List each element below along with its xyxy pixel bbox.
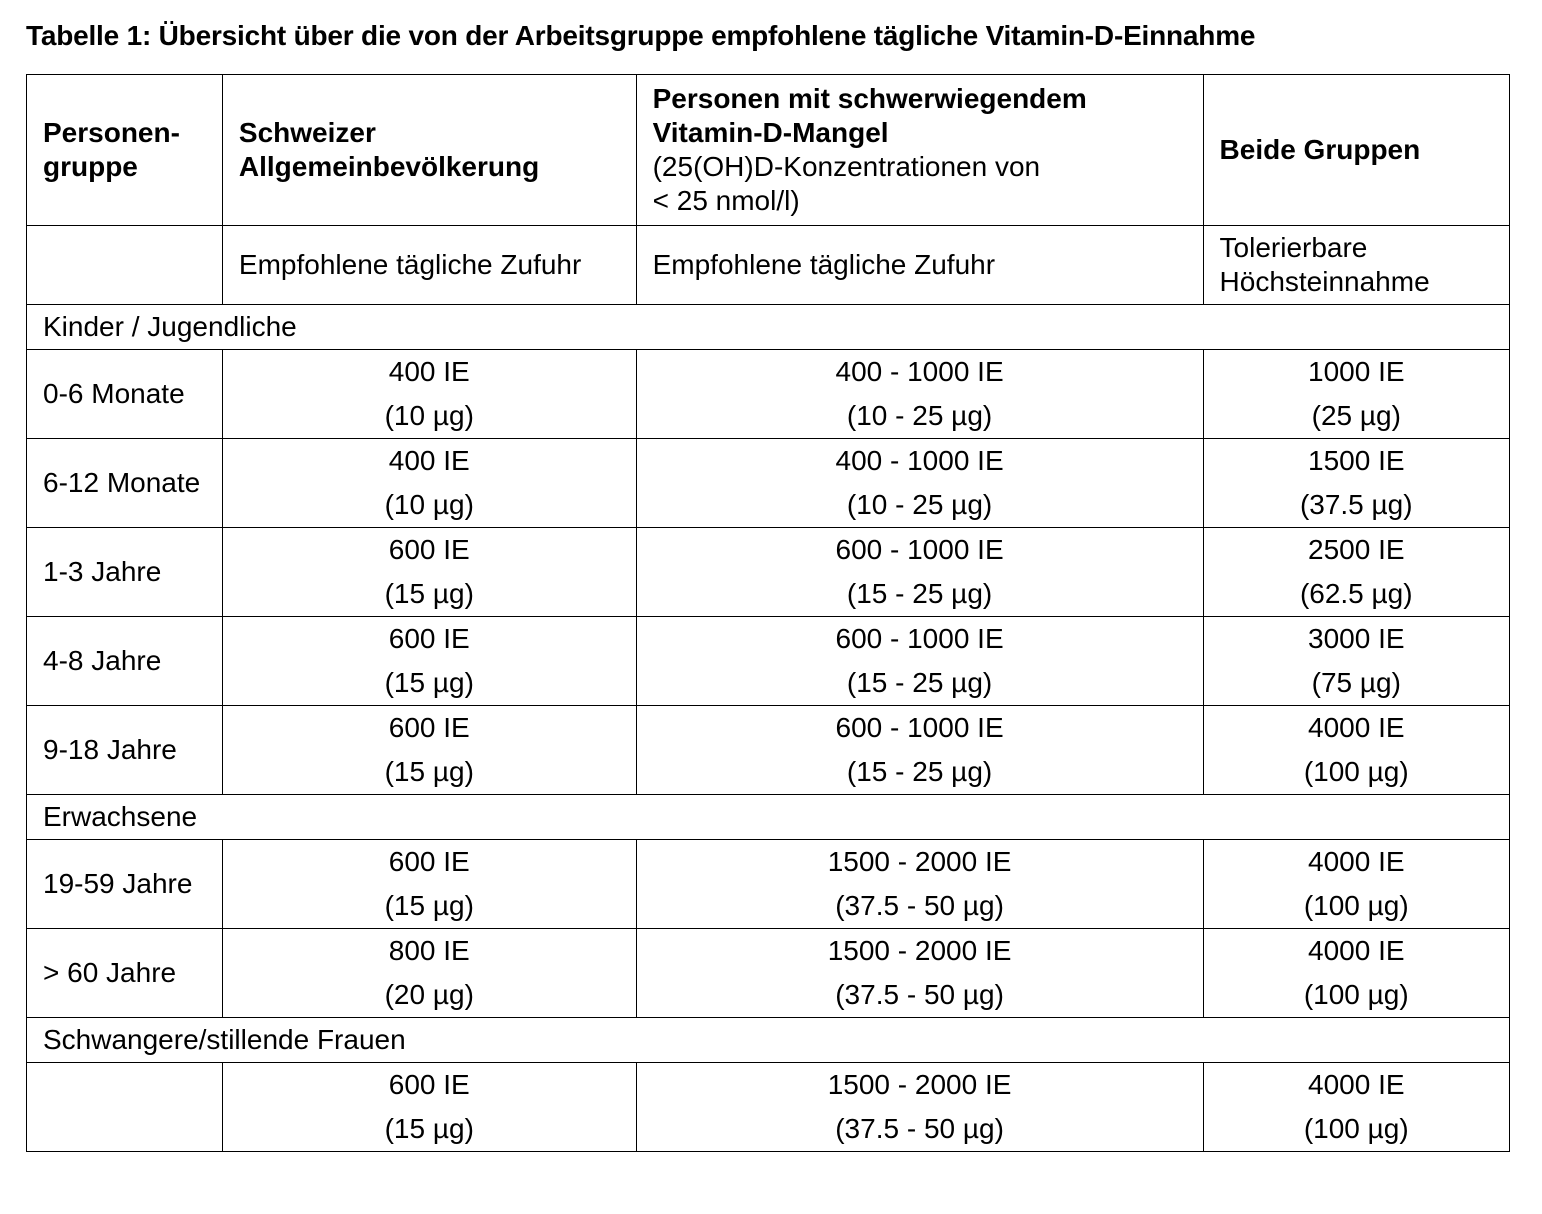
- deficiency-intake-cell: [636, 439, 1203, 528]
- value-microgram: (100 µg): [1303, 890, 1409, 921]
- value-microgram: (10 µg): [384, 489, 474, 520]
- table-row: [27, 840, 1510, 929]
- value-microgram: (15 µg): [384, 667, 474, 698]
- header-deficiency-line2: Vitamin-D-Mangel: [652, 117, 889, 148]
- deficiency-intake-cell: [636, 350, 1203, 439]
- upper-limit-cell: [1203, 350, 1509, 439]
- upper-limit-cell: [1203, 439, 1509, 528]
- value-ie: 600 IE: [388, 846, 470, 877]
- value-microgram: (25 µg): [1311, 400, 1401, 431]
- vitamin-d-table: [26, 74, 1510, 1152]
- table-row: [27, 528, 1510, 617]
- value-microgram: (37.5 - 50 µg): [835, 890, 1004, 921]
- person-group-cell: 6-12 Monate: [27, 439, 223, 528]
- header-person-group: [27, 75, 223, 226]
- value-ie: 800 IE: [388, 935, 470, 966]
- value-ie: 600 IE: [388, 1069, 470, 1100]
- section-label: Erwachsene: [27, 795, 1510, 840]
- deficiency-intake-cell: [636, 1063, 1203, 1152]
- upper-limit-cell: [1203, 840, 1509, 929]
- person-group-cell: 19-59 Jahre: [27, 840, 223, 929]
- value-microgram: (75 µg): [1311, 667, 1401, 698]
- value-ie: 600 IE: [388, 712, 470, 743]
- value-ie: 600 IE: [388, 534, 470, 565]
- general-intake-cell: [222, 706, 636, 795]
- table-row: [27, 350, 1510, 439]
- value-ie: 3000 IE: [1308, 623, 1405, 654]
- value-microgram: (15 µg): [384, 890, 474, 921]
- person-group-cell: 9-18 Jahre: [27, 706, 223, 795]
- table-row: [27, 929, 1510, 1018]
- upper-limit-cell: [1203, 528, 1509, 617]
- value-microgram: (37.5 - 50 µg): [835, 1113, 1004, 1144]
- upper-limit-cell: [1203, 1063, 1509, 1152]
- value-microgram: (100 µg): [1303, 756, 1409, 787]
- value-microgram: (37.5 - 50 µg): [835, 979, 1004, 1010]
- header-person-group-line2: gruppe: [43, 151, 138, 182]
- upper-limit-cell: [1203, 617, 1509, 706]
- value-microgram: (15 - 25 µg): [846, 578, 993, 609]
- header-deficiency-line1: Personen mit schwerwiegendem: [652, 83, 1087, 114]
- table-row: [27, 706, 1510, 795]
- deficiency-intake-cell: [636, 528, 1203, 617]
- value-ie: 400 - 1000 IE: [835, 445, 1004, 476]
- person-group-cell: 4-8 Jahre: [27, 617, 223, 706]
- subheader-deficiency-intake: Empfohlene tägliche Zufuhr: [636, 226, 1203, 305]
- value-microgram: (15 µg): [384, 1113, 474, 1144]
- value-microgram: (15 µg): [384, 578, 474, 609]
- header-both-groups: Beide Gruppen: [1203, 75, 1509, 226]
- general-intake-cell: [222, 1063, 636, 1152]
- general-intake-cell: [222, 617, 636, 706]
- table-title: Tabelle 1: Übersicht über die von der Arbeitsgruppe empfohlene tägliche Vitamin-D-Einnahme: [26, 20, 1256, 51]
- value-microgram: (15 - 25 µg): [846, 667, 993, 698]
- header-general-population-line1: Schweizer: [238, 117, 376, 148]
- value-ie: 400 IE: [388, 356, 470, 387]
- general-intake-cell: [222, 840, 636, 929]
- value-microgram: (10 µg): [384, 400, 474, 431]
- section-header-row: [27, 795, 1510, 840]
- section-header-row: [27, 305, 1510, 350]
- value-ie: 4000 IE: [1308, 1069, 1405, 1100]
- header-deficiency-line3: (25(OH)D-Konzentrationen von: [652, 151, 1041, 182]
- deficiency-intake-cell: [636, 706, 1203, 795]
- section-header-row: [27, 1018, 1510, 1063]
- value-ie: 1500 IE: [1308, 445, 1405, 476]
- deficiency-intake-cell: [636, 617, 1203, 706]
- value-ie: 1000 IE: [1308, 356, 1405, 387]
- person-group-cell: 0-6 Monate: [27, 350, 223, 439]
- person-group-cell: [27, 1063, 223, 1152]
- value-microgram: (10 - 25 µg): [846, 489, 993, 520]
- value-microgram: (15 µg): [384, 756, 474, 787]
- value-microgram: (10 - 25 µg): [846, 400, 993, 431]
- value-ie: 4000 IE: [1308, 846, 1405, 877]
- value-microgram: (100 µg): [1303, 1113, 1409, 1144]
- value-microgram: (37.5 µg): [1299, 489, 1413, 520]
- value-ie: 400 - 1000 IE: [835, 356, 1004, 387]
- value-ie: 400 IE: [388, 445, 470, 476]
- value-microgram: (15 - 25 µg): [846, 756, 993, 787]
- value-ie: 600 - 1000 IE: [835, 534, 1004, 565]
- general-intake-cell: [222, 929, 636, 1018]
- value-ie: 600 - 1000 IE: [835, 623, 1004, 654]
- value-ie: 600 IE: [388, 623, 470, 654]
- table-row: [27, 1063, 1510, 1152]
- value-ie: 1500 - 2000 IE: [827, 846, 1012, 877]
- header-deficiency-line4: < 25 nmol/l): [652, 185, 800, 216]
- general-intake-cell: [222, 439, 636, 528]
- subheader-upper-limit: [1203, 226, 1509, 305]
- value-ie: 4000 IE: [1308, 712, 1405, 743]
- value-ie: 1500 - 2000 IE: [827, 1069, 1012, 1100]
- subheader-general-intake: Empfohlene tägliche Zufuhr: [222, 226, 636, 305]
- table-row: [27, 617, 1510, 706]
- deficiency-intake-cell: [636, 840, 1203, 929]
- general-intake-cell: [222, 350, 636, 439]
- header-general-population-line2: Allgemeinbevölkerung: [238, 151, 540, 182]
- subheader-upper-limit-line2: Höchsteinnahme: [1219, 266, 1430, 297]
- value-ie: 4000 IE: [1308, 935, 1405, 966]
- value-ie: 2500 IE: [1308, 534, 1405, 565]
- value-microgram: (100 µg): [1303, 979, 1409, 1010]
- subheader-empty-cell: [27, 226, 223, 305]
- table-body: [27, 305, 1510, 1152]
- subheader-upper-limit-line1: Tolerierbare: [1219, 232, 1368, 263]
- table-row: [27, 439, 1510, 528]
- upper-limit-cell: [1203, 929, 1509, 1018]
- value-microgram: (62.5 µg): [1299, 578, 1413, 609]
- header-deficiency: [636, 75, 1203, 226]
- header-general-population: [222, 75, 636, 226]
- person-group-cell: 1-3 Jahre: [27, 528, 223, 617]
- value-microgram: (20 µg): [384, 979, 474, 1010]
- table-header-row: [27, 75, 1510, 226]
- section-label: Kinder / Jugendliche: [27, 305, 1510, 350]
- value-ie: 600 - 1000 IE: [835, 712, 1004, 743]
- deficiency-intake-cell: [636, 929, 1203, 1018]
- section-label: Schwangere/stillende Frauen: [27, 1018, 1510, 1063]
- person-group-cell: > 60 Jahre: [27, 929, 223, 1018]
- value-ie: 1500 - 2000 IE: [827, 935, 1012, 966]
- header-person-group-line1: Personen-: [43, 117, 180, 148]
- general-intake-cell: [222, 528, 636, 617]
- upper-limit-cell: [1203, 706, 1509, 795]
- table-subheader-row: [27, 226, 1510, 305]
